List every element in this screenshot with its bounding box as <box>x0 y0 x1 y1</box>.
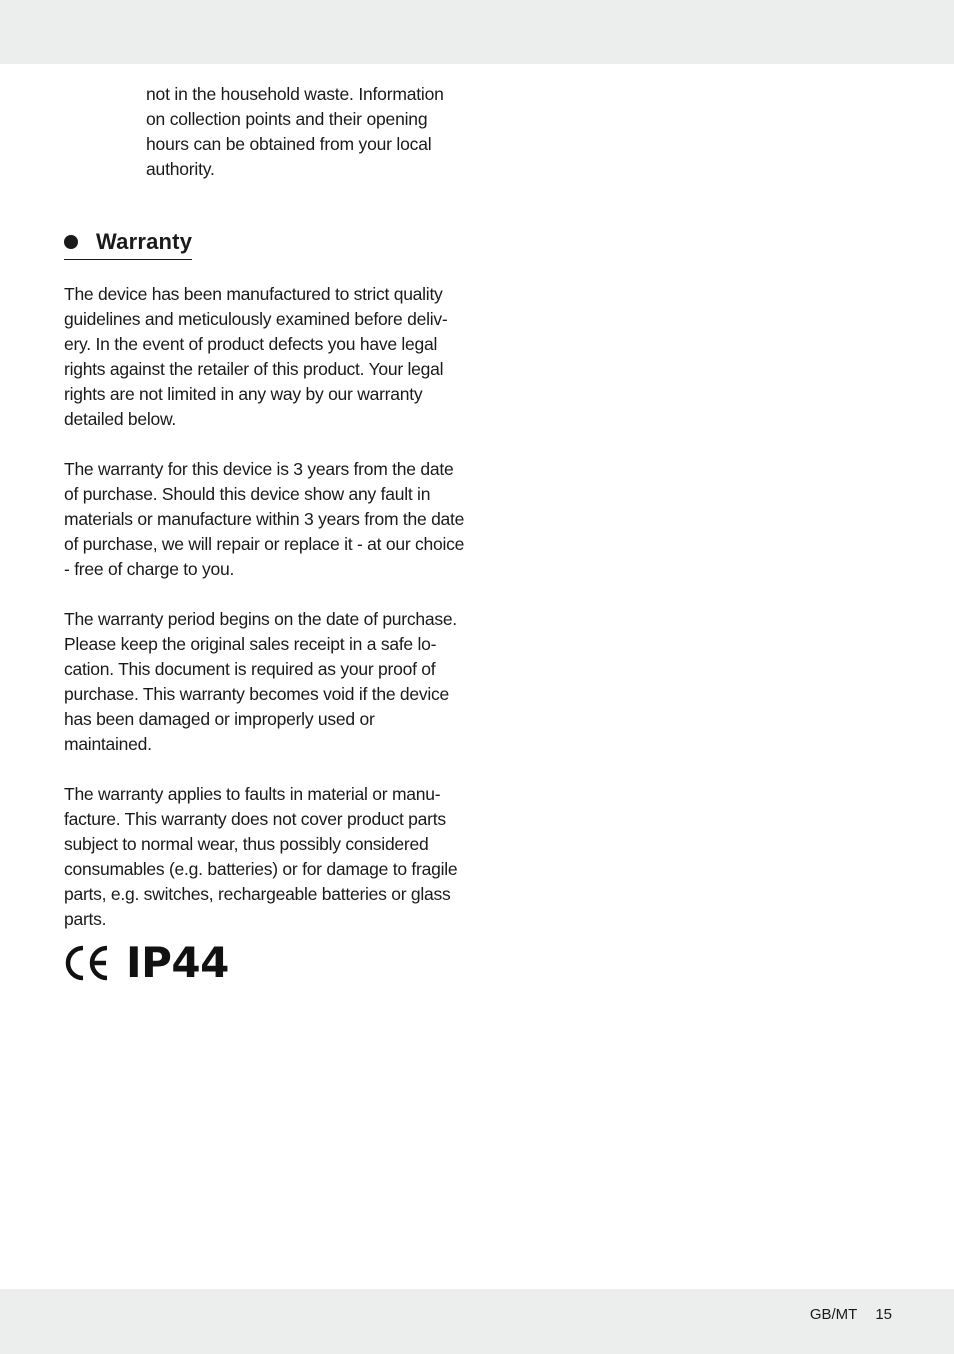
page-number: 15 <box>875 1306 892 1323</box>
paragraph-1: The device has been manufactured to strict quality guidelines and meticulously examined before deliv-ery. In the event of product defects you have legal rights against the retailer of this product. Your legal rights are not limited in any way by our warranty detailed below. <box>64 284 448 429</box>
ip-rating: IP44 <box>126 938 229 987</box>
footer-locale: GB/MT <box>809 1306 858 1323</box>
warranty-body <box>64 282 466 957</box>
header-band <box>0 0 954 64</box>
paragraph-2: The warranty for this device is 3 years from the date of purchase. Should this device show any fault in materials or manufacture within 3 years from the date of purchase, we will repair or replace it - at our choice - free of charge to you. <box>64 459 465 579</box>
paragraph-3: The warranty period begins on the date of purchase. Please keep the original sales receipt in a safe lo-cation. This document is required as your proof of purchase. This warranty becomes void if the device has been damaged or improperly used or maintained. <box>64 609 457 754</box>
section-heading <box>64 226 192 260</box>
paragraph-4: The warranty applies to faults in material or manu-facture. This warranty does not cover product parts subject to normal wear, thus possibly considered consumables (e.g. batteries) or for damage to fragile parts, e.g. switches, rechargeable batteries or glass parts. <box>64 784 458 929</box>
page-footer <box>810 1305 892 1325</box>
certification-marks <box>64 938 229 988</box>
ce-mark-icon <box>64 944 110 982</box>
section-title: Warranty <box>96 229 193 254</box>
continued-paragraph: not in the household waste. Information on collection points and their opening hours can be obtained from your local authority. <box>146 84 444 179</box>
bullet-icon <box>64 235 78 249</box>
